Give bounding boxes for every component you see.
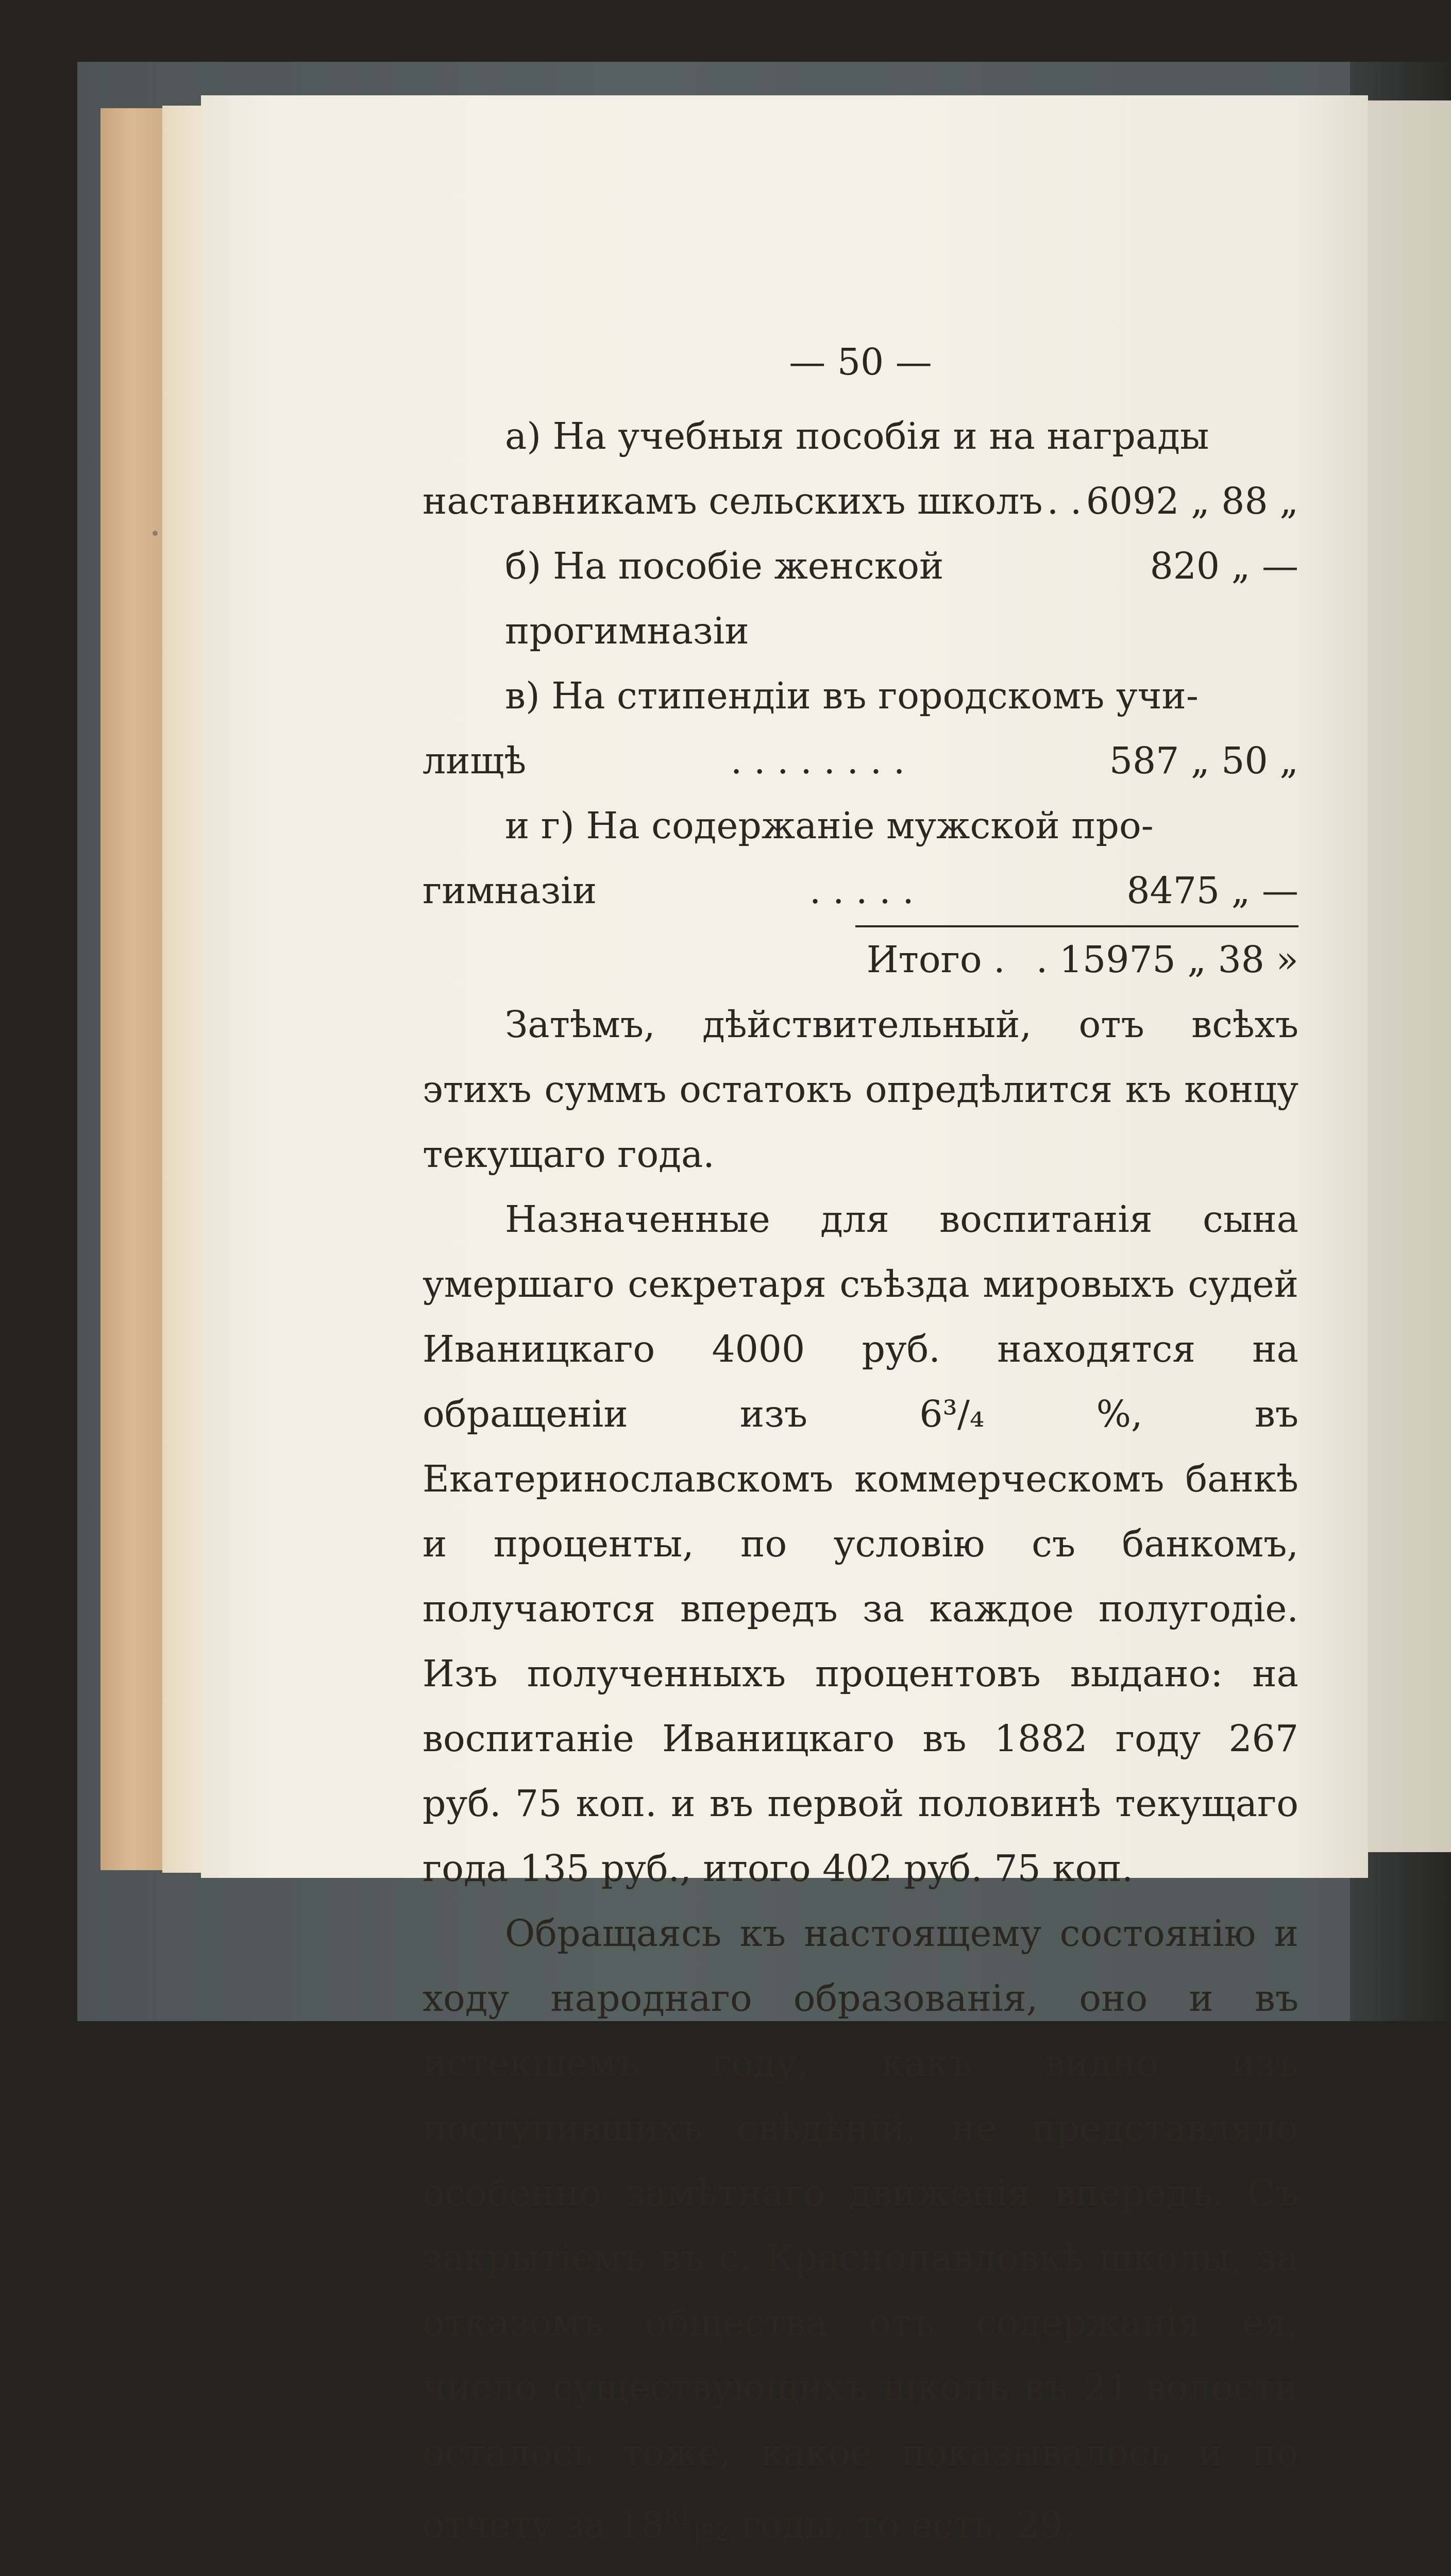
year-fraction-bottom: |82 [693, 2520, 730, 2546]
expense-list [423, 404, 1298, 992]
total-row [423, 927, 1298, 992]
list-item-b [423, 534, 1298, 664]
page-text [423, 330, 1298, 2576]
list-item-d [423, 793, 1298, 923]
list-item-d-dots: . . . . . [809, 869, 914, 912]
list-item-c-line1: в) На стипендіи въ городскомъ учи- [505, 674, 1199, 717]
total-amount: . 15975 „ 38 » [1036, 938, 1298, 981]
total-label: Итого . [866, 938, 1005, 981]
paragraph-4 [423, 2566, 1298, 2576]
year-fraction-top: 81 [664, 2504, 693, 2531]
paragraph-3 [423, 1901, 1298, 2566]
paragraph-3-end: годы, то есть, 29. [729, 2503, 1075, 2546]
list-item-a-row [423, 469, 1298, 534]
list-item-a-line1: а) На учебныя пособія и на награды [505, 415, 1209, 457]
list-item-d-row [423, 858, 1298, 923]
list-item-c-dots: . . . . . . . . [730, 739, 905, 782]
list-item-d-amount: 8475 „ — [1126, 869, 1298, 912]
paragraph-3-text: Обращаясь къ настоящему состоянію и ходу народнаго образованія, оно и въ истекшемъ году, какъ видно изъ поступившихъ свѣдѣній, не представляло особенно замѣтнаго движенія впередъ. Съ закрытіемъ въ с. Краснопавловкѣ школы, за отказомъ общества отъ содержанія ея, число существующихъ школъ въ 21 волости осталось тоже, какое показывалось и по отчету за 18 [423, 1912, 1298, 2546]
page-gutter [162, 106, 204, 1873]
list-item-c-amount: 587 „ 50 „ [1109, 739, 1298, 782]
list-item-d-line1: и г) На содержаніе мужской про- [505, 804, 1154, 847]
list-item-a-line2: наставникамъ сельскихъ школъ [423, 480, 1043, 522]
ink-spot [153, 531, 158, 536]
book-spine [100, 108, 165, 1870]
paragraph-2: Назначенные для воспитанія сына умершаго секретаря съѣзда мировыхъ судей Иваницкаго 4000 руб. находятся на обращеніи изъ 6³/₄ %, въ Екатеринославскомъ коммерческомъ банкѣ и проценты, по условію съ банкомъ, получаются впередъ за каждое полугодіе. Изъ полученныхъ процентовъ выдано: на воспитаніе Иваницкаго въ 1882 году 267 руб. 75 коп. и въ первой половинѣ текущаго года 135 руб., итого 402 руб. 75 коп. [423, 1198, 1298, 1890]
paragraph-1: Затѣмъ, дѣйствительный, отъ всѣхъ этихъ суммъ остатокъ опредѣлится къ концу текущаго года. [423, 1003, 1298, 1176]
list-item-b-line1: б) На пособіе женской прогимназіи [505, 545, 944, 652]
list-item-c [423, 664, 1298, 793]
page-number: — 50 — [789, 341, 932, 383]
list-item-b-amount: 820 „ — [1150, 545, 1298, 587]
list-item-a-amount: 6092 „ 88 „ [1086, 480, 1298, 522]
list-item-a [423, 404, 1298, 534]
list-item-c-line2: лищѣ [423, 739, 527, 782]
next-page-edge [1368, 100, 1451, 1852]
list-item-c-row [423, 728, 1298, 793]
list-item-d-line2: гимназіи [423, 869, 597, 912]
list-item-a-dots: . . [1047, 480, 1082, 522]
